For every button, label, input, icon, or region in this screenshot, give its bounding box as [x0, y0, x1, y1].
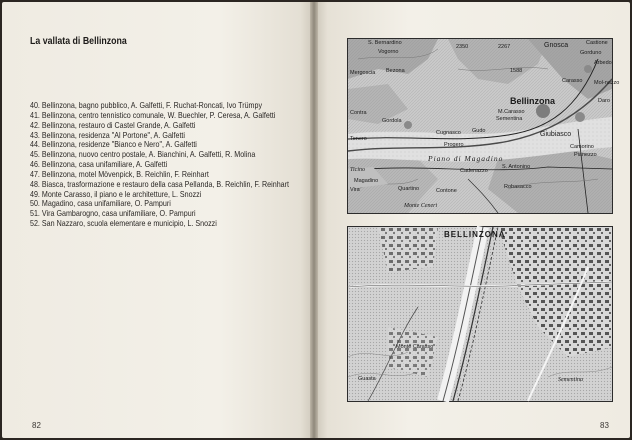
- map-label: Camorino: [570, 144, 594, 150]
- map-label: Vira: [350, 187, 360, 193]
- map-label: Daro: [598, 98, 610, 104]
- map-label: Robasacco: [504, 184, 532, 190]
- map-label: Tenero: [350, 136, 367, 142]
- map-label: Contone: [436, 188, 457, 194]
- map-label: Magadino: [354, 178, 379, 184]
- list-item: 40. Bellinzona, bagno pubblico, A. Galfetti, F. Ruchat-Roncati, Ivo Trümpy: [30, 100, 263, 110]
- town-plan-map: [347, 226, 613, 402]
- map-label: S. Bernardino: [368, 40, 402, 46]
- list-item: 47. Bellinzona, motel Mövenpick, B. Reichlin, F. Reinhart: [30, 168, 209, 179]
- map-label: Bellinzona: [510, 96, 556, 106]
- map-label: Sementina: [496, 116, 523, 122]
- map-label: Castione: [586, 40, 608, 46]
- list-item: 50. Magadino, casa unifamiliare, O. Pampuri: [30, 198, 171, 209]
- regional-map-graphic: [348, 39, 612, 213]
- project-list: [30, 101, 331, 229]
- map-label: Monte Ceneri: [404, 203, 438, 209]
- list-item: 52. San Nazzaro, scuola elementare e municipio, L. Snozzi: [30, 218, 217, 229]
- map-label: Sementina: [558, 377, 583, 383]
- map-label: Gordola: [382, 118, 402, 124]
- map-label: Arbedo: [594, 60, 612, 66]
- map-label: S. Antonino: [502, 164, 531, 170]
- map-label: Mergoscia: [350, 70, 376, 76]
- map-label: M.Carasso: [498, 109, 525, 115]
- map-label: Monte Carasso: [396, 344, 434, 350]
- town-plan-graphic: [348, 227, 612, 401]
- list-item: 51. Vira Gambarogno, casa unifamiliare, O. Pampuri: [30, 208, 196, 219]
- map-label: Bezona: [386, 68, 405, 74]
- page-number-right: 83: [600, 421, 609, 430]
- map-label: Cadenazzo: [460, 168, 488, 174]
- section-heading: La vallata di Bellinzona: [30, 36, 127, 47]
- regional-map: [347, 38, 620, 214]
- map-label: Guasta: [358, 376, 376, 382]
- map-label: Gorduno: [580, 50, 602, 56]
- list-item: 46. Bellinzona, casa unifamiliare, A. Galfetti: [30, 159, 168, 170]
- map-label: Giubiasco: [540, 131, 572, 138]
- list-item: 49. Monte Carasso, il piano e le architetture, L. Snozzi: [30, 188, 202, 199]
- list-item: 42. Bellinzona, restauro di Castel Grande, A. Galfetti: [30, 119, 196, 130]
- map-label: Carasso: [562, 78, 583, 84]
- list-item: 44. Bellinzona, residenze "Bianco e Nero", A. Galfetti: [30, 139, 197, 150]
- map-label: 1588: [510, 68, 523, 74]
- list-item: 45. Bellinzona, nuovo centro postale, A. Bianchini, A. Galfetti, R. Molina: [30, 149, 256, 160]
- map-label: Vogorno: [378, 49, 399, 55]
- map-label: Pianezzo: [574, 152, 597, 158]
- map-label: Gnosca: [544, 42, 569, 49]
- map-label: Mol-nazzo: [594, 80, 620, 86]
- map-label: Progero: [444, 142, 464, 148]
- map-label: 2350: [456, 44, 469, 50]
- map-label: 2267: [498, 44, 511, 50]
- map-label: BELLINZONA: [444, 230, 506, 239]
- map-label: Ticino: [350, 167, 366, 173]
- list-item: 48. Biasca, trasformazione e restauro della casa Pellanda, B. Reichlin, F. Reinhart: [30, 178, 289, 189]
- page-number-left: 82: [32, 421, 41, 430]
- list-item: 43. Bellinzona, residenza "Al Portone", A. Galfetti: [30, 129, 186, 140]
- map-label: Piano di Magadino: [428, 154, 504, 163]
- map-label: Cugnasco: [436, 130, 461, 136]
- list-item: 41. Bellinzona, centro tennistico comunale, W. Buechler, P. Ceresa, A. Galfetti: [30, 109, 276, 120]
- map-label: Gudo: [472, 128, 486, 134]
- map-label: Quartino: [398, 186, 420, 192]
- map-label: Contra: [350, 110, 367, 116]
